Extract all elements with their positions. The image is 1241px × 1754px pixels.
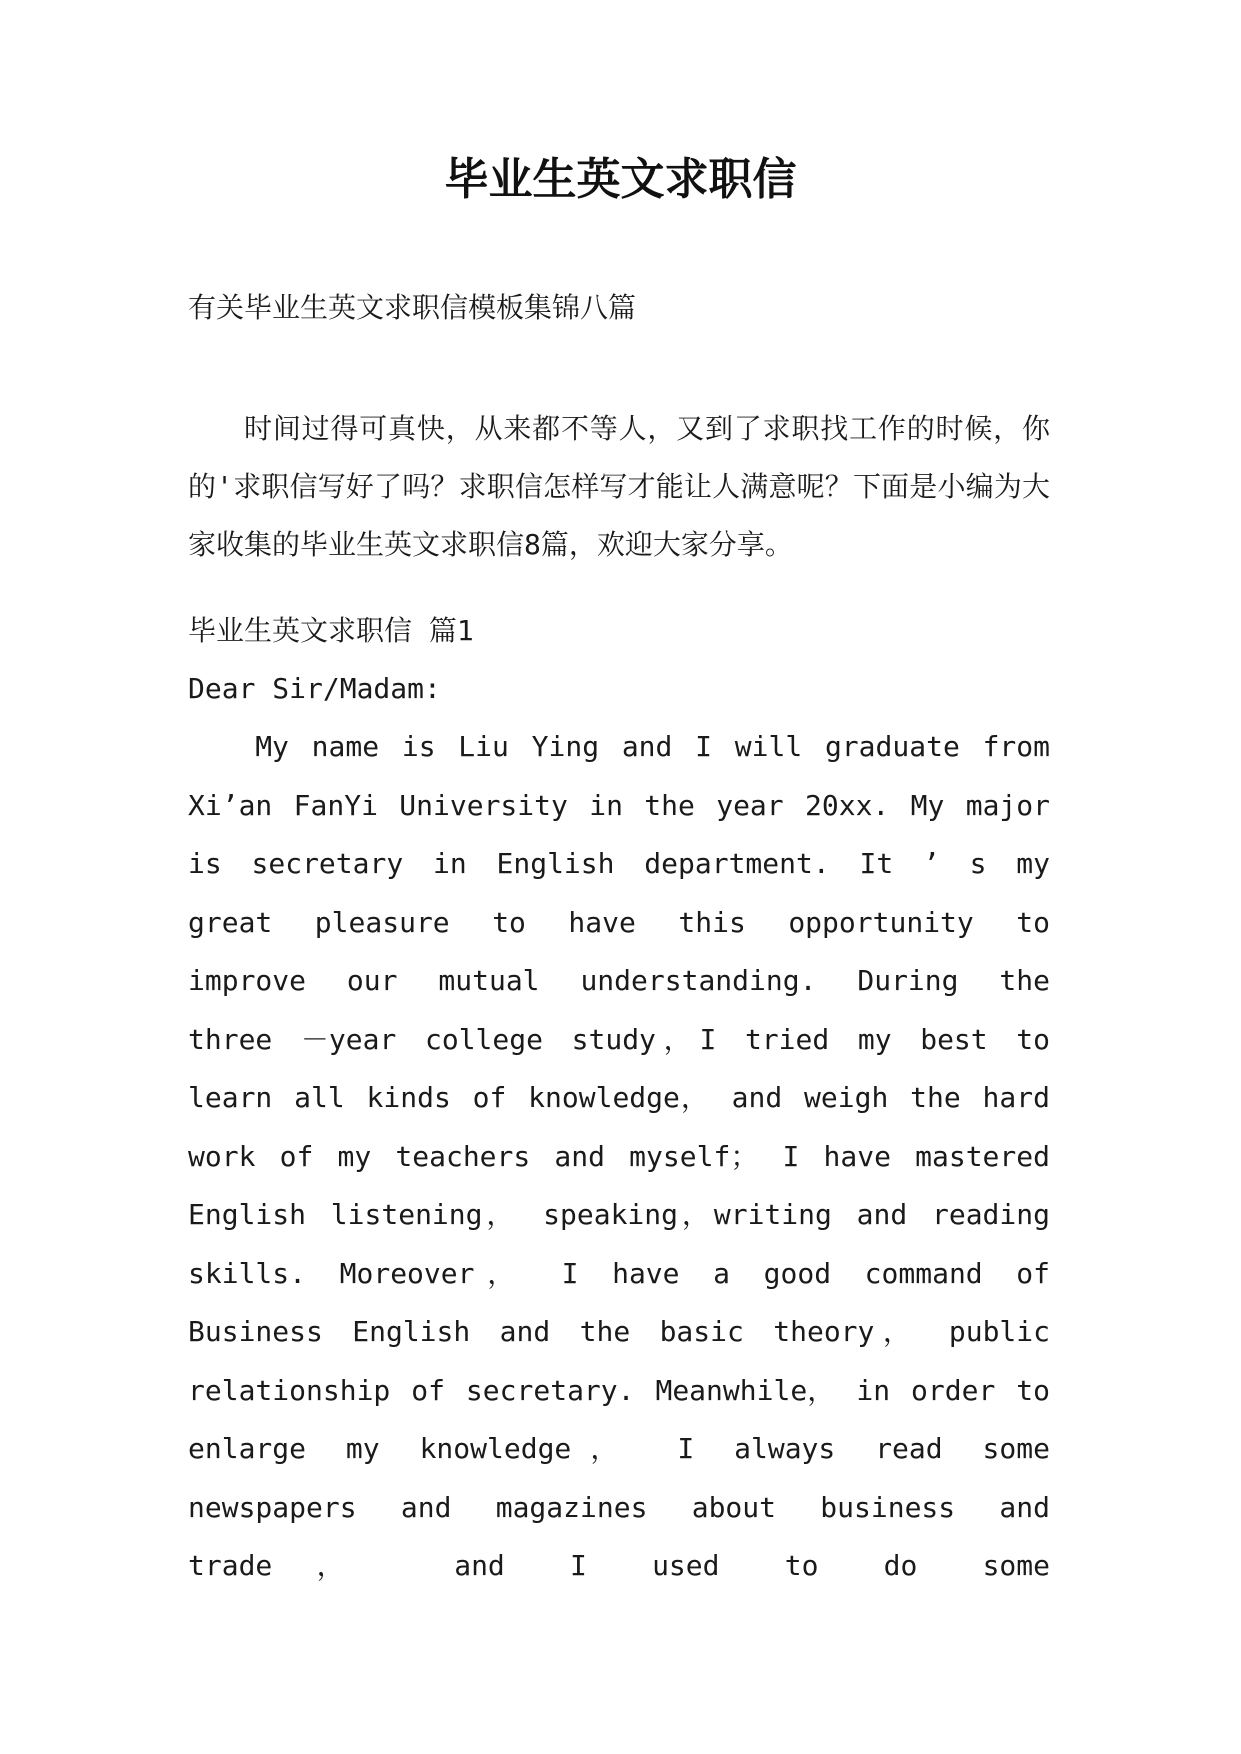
section-heading: 毕业生英文求职信 篇1 [188, 614, 474, 647]
document-title: 毕业生英文求职信 [444, 154, 797, 205]
letter-salutation: Dear Sir/Madam: [188, 672, 441, 705]
intro-paragraph: 时间过得可真快，从来都不等人，又到了求职找工作的时候，你的'求职信写好了吗？求职信怎样写才能让人满意呢？下面是小编为大家收集的毕业生英文求职信8篇，欢迎大家分享。 [188, 412, 1050, 561]
letter-body-paragraph: My name is Liu Ying and I will graduate from Xi’an FanYi University in the year 20xx. My major is secretary in English department. It ’ s my great pleasure to have this opportunity to improve our mutual understanding. During the three －year college study，I tried my best to learn all kinds of knowledge， and weigh the hard work of my teachers and myself； I have mastered English listening， speaking，writing and reading skills. Moreover， I have a good command of Business English and the basic theory， public relationship of secretary. Meanwhile， in order to enlarge my knowledge， I always read some newspapers and magazines about business and trade， and I used to do some [188, 730, 1050, 1582]
document-content [188, 288, 1050, 1596]
document-subtitle: 有关毕业生英文求职信模板集锦八篇 [188, 291, 637, 324]
